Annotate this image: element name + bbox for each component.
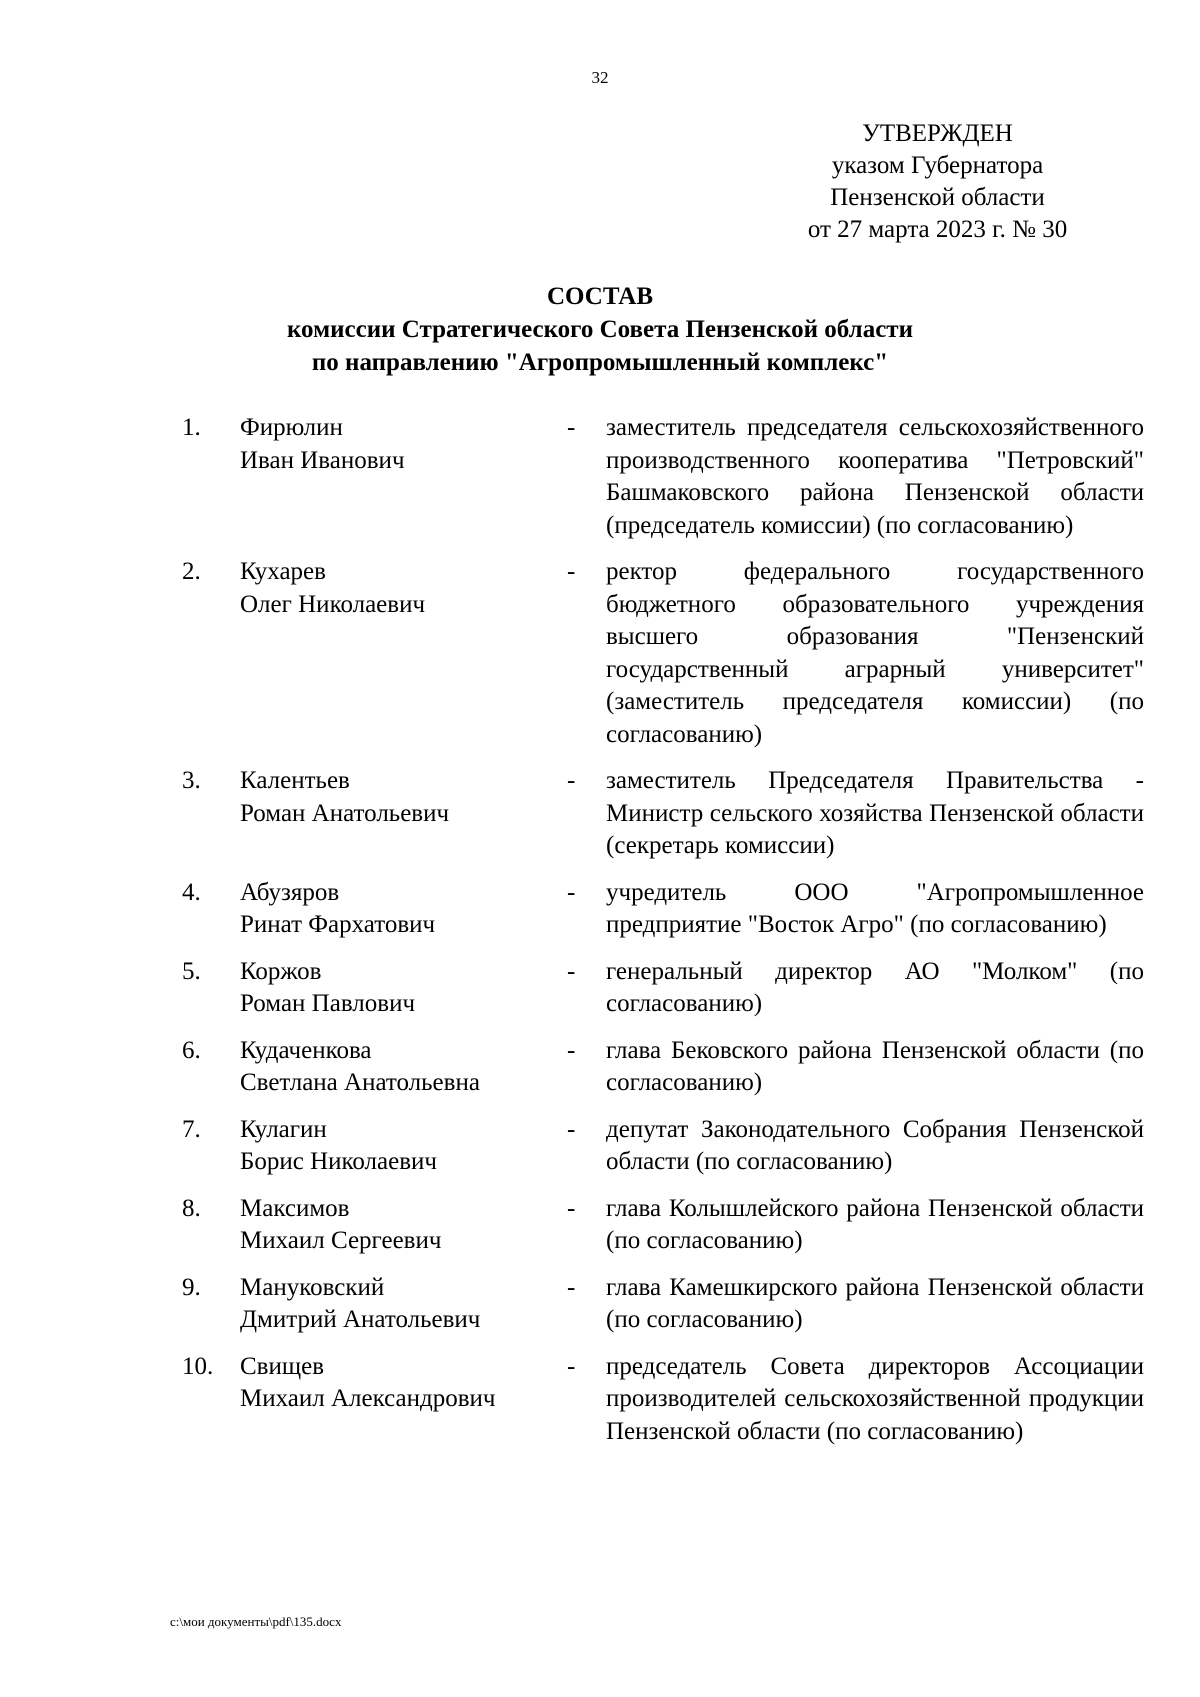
- member-dash: -: [567, 1273, 576, 1301]
- footer-file-path: c:\мои документы\pdf\135.docx: [170, 1614, 342, 1629]
- approval-line-4: от 27 марта 2023 г. № 30: [807, 216, 1068, 243]
- member-name: [240, 1351, 570, 1416]
- document-title: [0, 280, 1200, 379]
- member-item: [0, 956, 1200, 1021]
- member-item: [0, 1035, 1200, 1100]
- member-item: [0, 1114, 1200, 1179]
- member-number: 3.: [182, 767, 201, 794]
- member-given-name: Олег Николаевич: [240, 590, 426, 618]
- member-name: [240, 956, 570, 1021]
- member-number: 9.: [182, 1273, 201, 1301]
- member-given-name: Борис Николаевич: [240, 1148, 437, 1175]
- member-description: глава Бековского района Пензенской области (по согласованию): [606, 1036, 1144, 1096]
- member-number: 4.: [182, 878, 201, 906]
- member-dash: -: [567, 878, 576, 906]
- member-number: 10.: [182, 1352, 214, 1380]
- member-number: 1.: [182, 414, 201, 441]
- member-surname: Кудаченкова: [240, 1036, 372, 1064]
- approval-line-2: указом Губернатора: [831, 152, 1044, 179]
- title-line-3: по направлению "Агропромышленный комплекс": [311, 349, 889, 376]
- member-given-name: Михаил Сергеевич: [240, 1227, 442, 1254]
- approval-stamp: [760, 118, 1115, 246]
- member-surname: Максимов: [240, 1194, 350, 1222]
- member-dash: -: [567, 1352, 576, 1380]
- title-line-2: комиссии Стратегического Совета Пензенской области: [286, 316, 913, 343]
- member-surname: Кухарев: [240, 558, 326, 585]
- member-given-name: Роман Анатольевич: [240, 799, 450, 827]
- member-given-name: Ринат Фархатович: [240, 911, 436, 938]
- member-dash: -: [567, 1115, 576, 1143]
- member-item: [0, 1272, 1200, 1337]
- member-description: депутат Законодательного Собрания Пензенской области (по согласованию): [606, 1115, 1144, 1175]
- member-name: [240, 877, 570, 942]
- approval-line-1: УТВЕРЖДЕН: [862, 120, 1013, 147]
- member-name: [240, 556, 570, 621]
- member-item: [0, 1351, 1200, 1449]
- member-given-name: Иван Иванович: [240, 446, 405, 474]
- member-dash: -: [567, 558, 576, 585]
- member-number: 6.: [182, 1036, 201, 1064]
- member-number: 5.: [182, 957, 201, 985]
- member-item: [0, 765, 1200, 863]
- member-description: председатель Совета директоров Ассоциации производителей сельскохозяйственной продукции Пензенской области (по согласованию): [606, 1352, 1144, 1445]
- member-surname: Фирюлин: [240, 414, 343, 441]
- title-line-1: СОСТАВ: [546, 283, 654, 310]
- member-item: [0, 556, 1200, 751]
- member-given-name: Михаил Александрович: [240, 1385, 496, 1412]
- member-name: [240, 1035, 570, 1100]
- member-name: [240, 412, 570, 477]
- member-name: [240, 1272, 570, 1337]
- approval-line-3: Пензенской области: [830, 184, 1045, 211]
- member-given-name: Светлана Анатольевна: [240, 1069, 480, 1096]
- member-description: заместитель председателя сельскохозяйственного производственного кооператива "Петровский" Башмаковского района Пензенской области (председатель комиссии) (по согласованию): [606, 414, 1144, 539]
- member-surname: Кулагин: [240, 1115, 327, 1143]
- member-surname: Свищев: [240, 1352, 325, 1380]
- member-description: генеральный директор АО "Молком" (по согласованию): [606, 957, 1144, 1017]
- member-description: глава Колышлейского района Пензенской области (по согласованию): [606, 1194, 1144, 1254]
- member-description: учредитель ООО "Агропромышленное предприятие "Восток Агро" (по согласованию): [606, 878, 1144, 938]
- members-list: [0, 412, 1200, 1462]
- member-dash: -: [567, 957, 576, 985]
- member-dash: -: [567, 1036, 576, 1064]
- member-number: 7.: [182, 1115, 201, 1143]
- member-dash: -: [567, 1194, 576, 1222]
- member-item: [0, 412, 1200, 542]
- member-dash: -: [567, 414, 576, 441]
- member-name: [240, 765, 570, 830]
- page-number: 32: [591, 68, 609, 87]
- member-description: ректор федерального государственного бюджетного образовательного учреждения высшего образования "Пензенский государственный аграрный университет" (заместитель председателя комиссии) (по согласованию): [606, 558, 1144, 748]
- member-given-name: Роман Павлович: [240, 990, 416, 1017]
- member-description: глава Камешкирского района Пензенской области (по согласованию): [606, 1273, 1144, 1333]
- member-name: [240, 1114, 570, 1179]
- member-description: заместитель Председателя Правительства - Министр сельского хозяйства Пензенской области (секретарь комиссии): [606, 767, 1144, 859]
- member-surname: Мануковский: [240, 1273, 385, 1301]
- member-given-name: Дмитрий Анатольевич: [240, 1306, 481, 1333]
- member-number: 2.: [182, 558, 201, 585]
- member-item: [0, 877, 1200, 942]
- member-number: 8.: [182, 1194, 201, 1222]
- member-item: [0, 1193, 1200, 1258]
- member-dash: -: [567, 767, 576, 794]
- member-surname: Коржов: [240, 957, 322, 985]
- member-surname: Калентьев: [240, 767, 350, 794]
- member-surname: Абузяров: [240, 878, 340, 906]
- member-name: [240, 1193, 570, 1258]
